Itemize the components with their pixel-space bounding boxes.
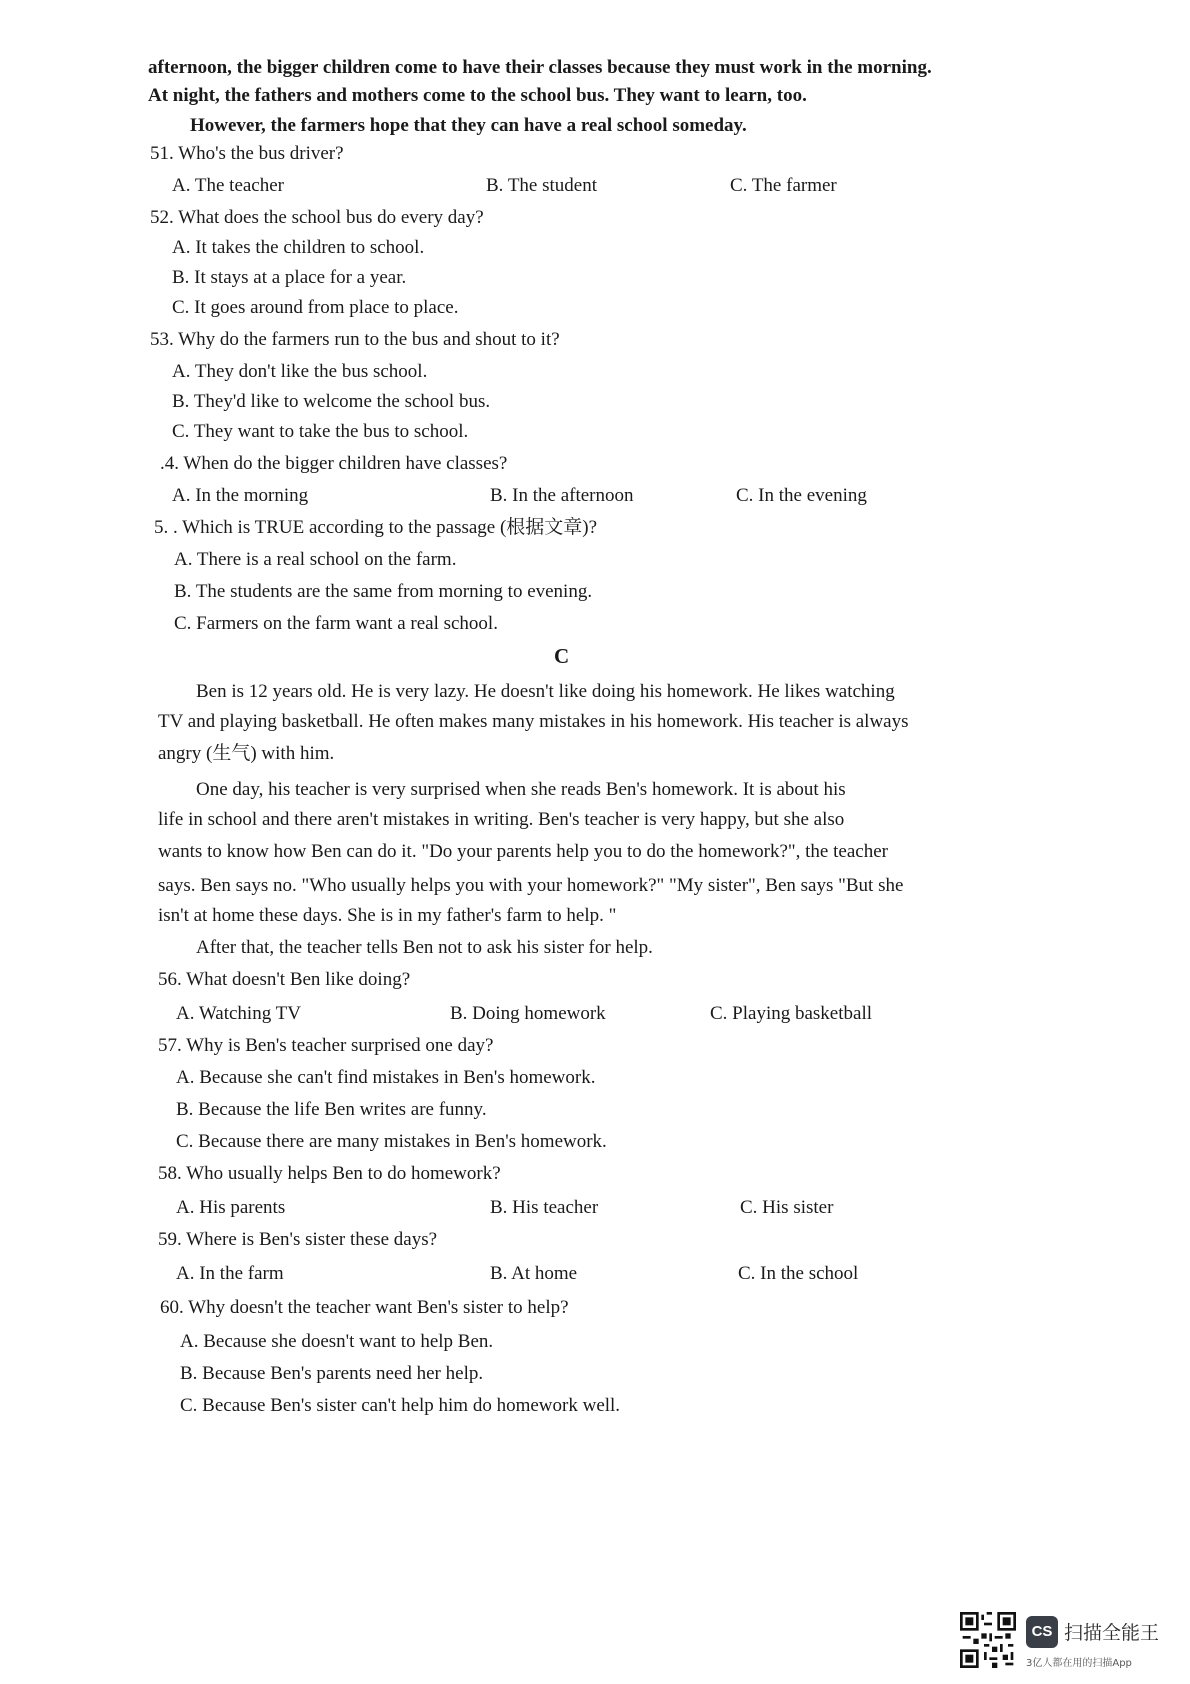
- passage-line: At night, the fathers and mothers come to the school bus. They want to learn, too.: [148, 85, 807, 106]
- section-title: C: [554, 644, 570, 668]
- passage-line: wants to know how Ben can do it. "Do your parents help you to do the homework?", the teacher: [158, 841, 888, 862]
- option-a: A. There is a real school on the farm.: [174, 549, 457, 570]
- option-b: B. At home: [490, 1263, 578, 1284]
- app-tagline: 3亿人都在用的扫描App: [1026, 1658, 1132, 1669]
- option-a: A. In the farm: [176, 1263, 284, 1284]
- option-a: A. They don't like the bus school.: [172, 361, 428, 382]
- passage-line: says. Ben says no. "Who usually helps you with your homework?" "My sister", Ben says "But she: [158, 875, 904, 896]
- question-58-stem: 58. Who usually helps Ben to do homework?: [158, 1163, 501, 1184]
- question-51-stem: 51. Who's the bus driver?: [150, 143, 344, 164]
- option-a: A. Because she doesn't want to help Ben.: [180, 1331, 494, 1352]
- option-b: B. They'd like to welcome the school bus.: [172, 391, 491, 412]
- passage-line: life in school and there aren't mistakes in writing. Ben's teacher is very happy, but she also: [158, 809, 845, 830]
- option-c: C. His sister: [740, 1197, 834, 1218]
- option-a: A. In the morning: [172, 485, 309, 506]
- question-56-stem: 56. What doesn't Ben like doing?: [158, 969, 411, 990]
- option-b: B. The student: [486, 175, 598, 196]
- question-53-stem: 53. Why do the farmers run to the bus and shout to it?: [150, 329, 560, 350]
- option-b: B. The students are the same from morning to evening.: [174, 581, 593, 602]
- option-b: B. His teacher: [490, 1197, 599, 1218]
- option-b: B. In the afternoon: [490, 485, 634, 506]
- passage-line: TV and playing basketball. He often makes many mistakes in his homework. His teacher is always: [158, 711, 909, 732]
- option-c: C. Because Ben's sister can't help him do homework well.: [180, 1395, 621, 1416]
- question-59-stem: 59. Where is Ben's sister these days?: [158, 1229, 438, 1250]
- question-57-stem: 57. Why is Ben's teacher surprised one day?: [158, 1035, 494, 1056]
- option-b: B. Because Ben's parents need her help.: [180, 1363, 484, 1384]
- camscanner-logo: CS: [1026, 1616, 1058, 1648]
- option-c: C. They want to take the bus to school.: [172, 421, 469, 442]
- passage-line: After that, the teacher tells Ben not to ask his sister for help.: [196, 937, 653, 958]
- passage-line: Ben is 12 years old. He is very lazy. He doesn't like doing his homework. He likes watching: [196, 681, 895, 702]
- option-b: B. It stays at a place for a year.: [172, 267, 407, 288]
- app-name: 扫描全能王: [1064, 1622, 1160, 1644]
- option-b: B. Doing homework: [450, 1003, 606, 1024]
- qr-code-icon: [960, 1612, 1016, 1668]
- option-c: C. Because there are many mistakes in Ben's homework.: [176, 1131, 607, 1152]
- passage-line: However, the farmers hope that they can have a real school someday.: [190, 115, 747, 136]
- option-a: A. Watching TV: [176, 1003, 301, 1024]
- passage-line: One day, his teacher is very surprised when she reads Ben's homework. It is about his: [196, 779, 846, 800]
- option-c: C. It goes around from place to place.: [172, 297, 459, 318]
- option-c: C. Playing basketball: [710, 1003, 873, 1024]
- passage-line: isn't at home these days. She is in my father's farm to help. ": [158, 905, 617, 926]
- option-b: B. Because the life Ben writes are funny.: [176, 1099, 487, 1120]
- option-c: C. The farmer: [730, 175, 837, 196]
- scanner-watermark: [960, 1612, 1170, 1674]
- option-a: A. The teacher: [172, 175, 285, 196]
- passage-line: angry (生气) with him.: [158, 743, 335, 764]
- question-54-stem: .4. When do the bigger children have classes?: [160, 453, 508, 474]
- question-60-stem: 60. Why doesn't the teacher want Ben's sister to help?: [160, 1297, 569, 1318]
- option-c: C. Farmers on the farm want a real school.: [174, 613, 498, 634]
- option-a: A. It takes the children to school.: [172, 237, 425, 258]
- option-a: A. His parents: [176, 1197, 286, 1218]
- option-a: A. Because she can't find mistakes in Ben's homework.: [176, 1067, 596, 1088]
- passage-line: afternoon, the bigger children come to have their classes because they must work in the morning.: [148, 57, 932, 78]
- question-55-stem: 5. . Which is TRUE according to the passage (根据文章)?: [154, 517, 598, 538]
- option-c: C. In the school: [738, 1263, 859, 1284]
- option-c: C. In the evening: [736, 485, 867, 506]
- question-52-stem: 52. What does the school bus do every day?: [150, 207, 484, 228]
